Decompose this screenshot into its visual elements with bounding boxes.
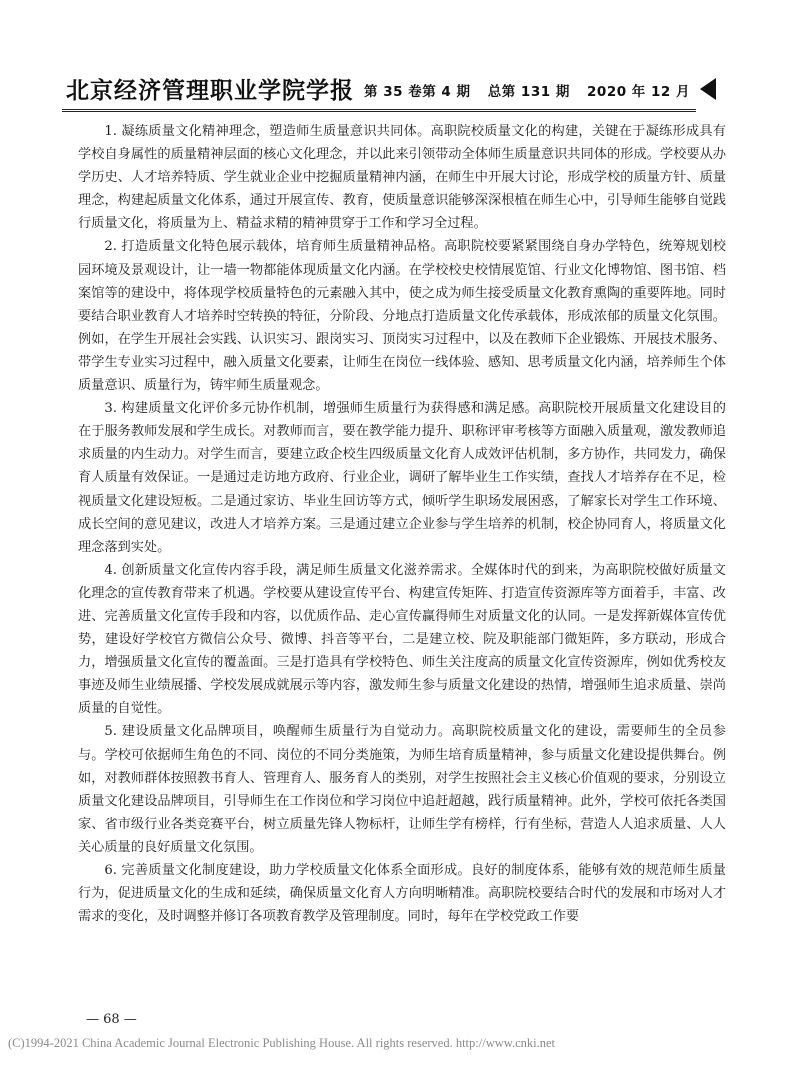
paragraph-5: 5. 建设质量文化品牌项目，唤醒师生质量行为自觉动力。高职院校质量文化的建设，需要师生的全员参与。学校可依据师生角色的不同、岗位的不同分类施策，为师生培育质量精神，参与质量文化建设提供舞台。例如，对教师群体按照教书育人、管理育人、服务育人的类别，对学生按照社会主义核心价值观的要求，分别设立质量文化建设品牌项目，引导师生在工作岗位和学习岗位中追赶超越，践行质量精神。此外，学校可依托各类国家、省市级行业各类竞赛平台，树立质量先锋人物标杆，让师生学有榜样，行有坐标，营造人人追求质量、人人关心质量的良好质量文化氛围。 — [78, 724, 726, 855]
running-header — [58, 70, 718, 114]
page-number: — 68 — — [86, 1012, 137, 1027]
copyright-notice: (C)1994-2021 China Academic Journal Electronic Publishing House. All rights reserved. http://www.cnki.net — [8, 1036, 556, 1050]
paragraph-1: 1. 凝练质量文化精神理念，塑造师生质量意识共同体。高职院校质量文化的构建，关键在于凝练形成具有学校自身属性的质量精神层面的核心文化理念，并以此来引领带动全体师生质量意识共同体的形成。学校要从办学历史、人才培养特质、学生就业企业中挖掘质量精神内涵，在师生中开展大讨论，形成学校的质量方针、质量理念，构建起质量文化体系，通过开展宣传、教育，使质量意识能够深深根植在师生心中，引导师生能够自觉践行质量文化，将质量为上、精益求精的精神贯穿于工作和学习全过程。 — [78, 124, 726, 232]
paragraph-3: 3. 构建质量文化评价多元协作机制，增强师生质量行为获得感和满足感。高职院校开展质量文化建设目的在于服务教师发展和学生成长。对教师而言，要在教学能力提升、职称评审考核等方面融入质量观，激发教师追求质量的内生动力。对学生而言，要建立政企校生四级质量文化育人成效评估机制，多方协作，共同发力，确保育人质量有效保证。一是通过走访地方政府、行业企业，调研了解毕业生工作实绩，查找人才培养存在不足，检视质量文化建设短板。二是通过家访、毕业生回访等方式，倾听学生职场发展困惑，了解家长对学生工作环境、成长空间的意见建议，改进人才培养方案。三是通过建立企业参与学生培养的机制，校企协同育人，将质量文化理念落到实处。 — [78, 401, 726, 555]
paragraph-6: 6. 完善质量文化制度建设，助力学校质量文化体系全面形成。良好的制度体系，能够有效的规范师生质量行为，促进质量文化的生成和延续，确保质量文化育人方向明晰精准。高职院校要结合时代的发展和市场对人才需求的变化，及时调整并修订各项教育教学及管理制度。同时，每年在学校党政工作要 — [78, 863, 726, 925]
paragraph-2: 2. 打造质量文化特色展示载体，培育师生质量精神品格。高职院校要紧紧围绕自身办学特色，统筹规划校园环境及景观设计，让一墙一物都能体现质量文化内涵。在学校校史校情展览馆、行业文化博物馆、图书馆、档案馆等的建设中，将体现学校质量特色的元素融入其中，使之成为师生接受质量文化教育熏陶的重要阵地。同时要结合职业教育人才培养时空转换的特征，分阶段、分地点打造质量文化传承载体，形成浓郁的质量文化氛围。例如，在学生开展社会实践、认识实习、跟岗实习、顶岗实习过程中，以及在教师下企业锻炼、开展技术服务、带学生专业实习过程中，融入质量文化要素，让师生在岗位一线体验、感知、思考质量文化内涵，培养师生个体质量意识、质量行为，铸牢师生质量观念。 — [78, 239, 726, 394]
article-body — [78, 120, 726, 928]
publication-date: 2020 年 12 月 — [587, 84, 690, 100]
paragraph-4: 4. 创新质量文化宣传内容手段，满足师生质量文化滋养需求。全媒体时代的到来，为高职院校做好质量文化理念的宣传教育带来了机遇。学校要从建设宣传平台、构建宣传矩阵、打造宣传资源库等方面着手，丰富、改进、完善质量文化宣传手段和内容，以优质作品、走心宣传赢得师生对质量文化的认同。一是发挥新媒体宣传优势，建设好学校官方微信公众号、微博、抖音等平台，二是建立校、院及职能部门微矩阵，多方联动，形成合力，增强质量文化宣传的覆盖面。三是打造具有学校特色、师生关注度高的质量文化宣传资源库，例如优秀校友事迹及师生业绩展播、学校发展成就展示等内容，激发师生参与质量文化建设的热情，增强师生追求质量、崇尚质量的自觉性。 — [78, 562, 726, 717]
journal-title: 北京经济管理职业学院学报 — [66, 77, 354, 104]
triangle-marker-icon — [700, 78, 716, 100]
issue-info — [352, 80, 690, 100]
total-issue: 总第 131 期 — [487, 84, 570, 100]
header-rule — [62, 109, 696, 112]
volume-issue: 第 35 卷第 4 期 — [364, 84, 471, 100]
